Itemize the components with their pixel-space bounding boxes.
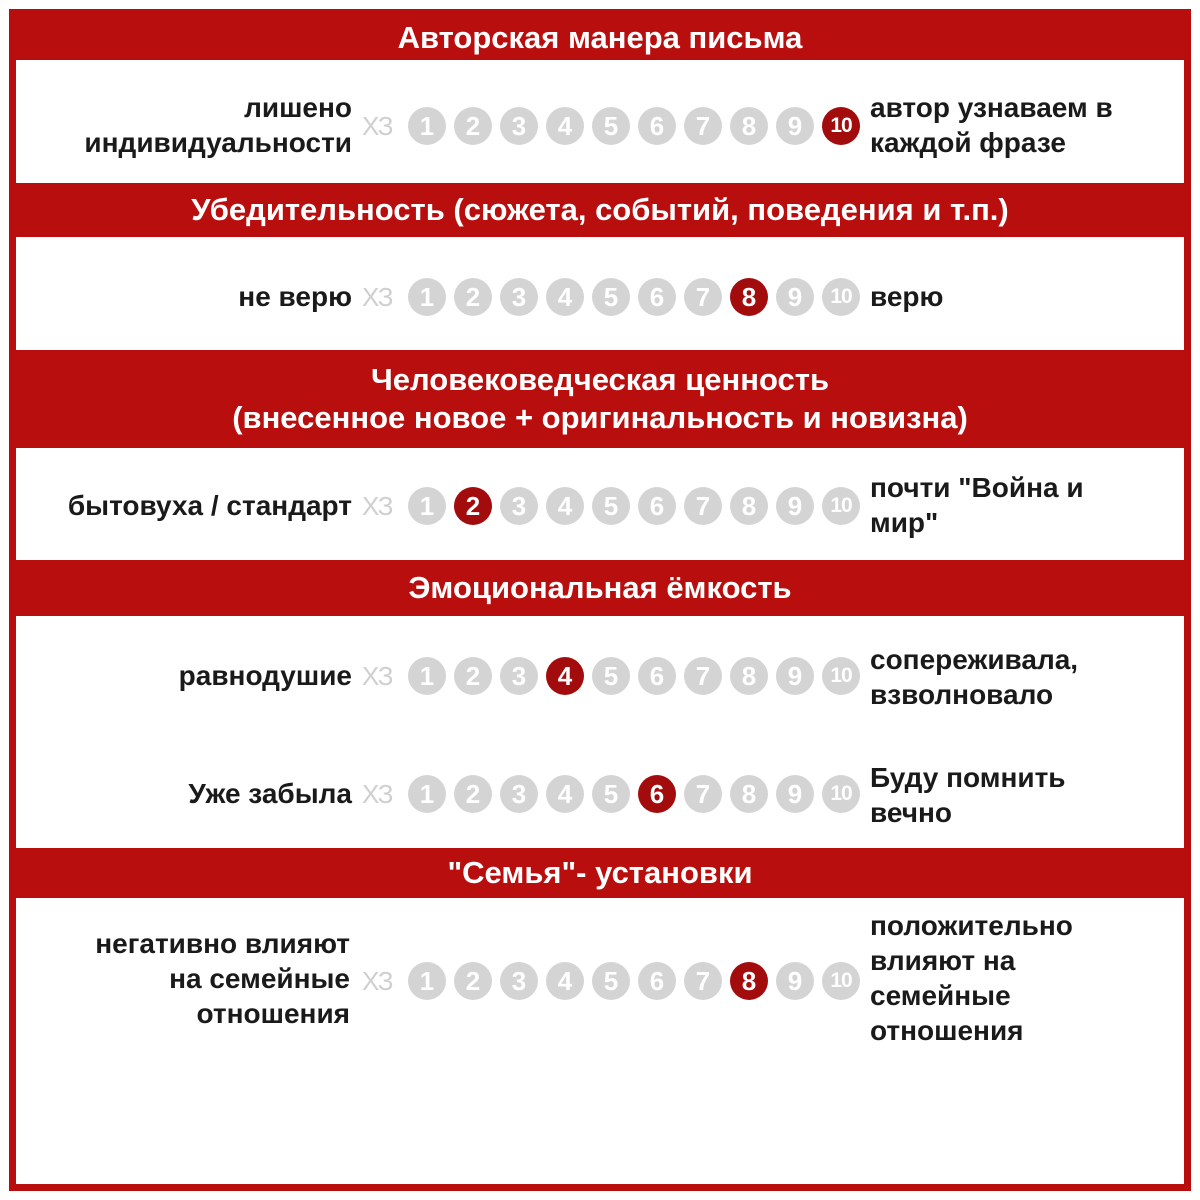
rating-option-8[interactable]: 8 — [730, 775, 768, 813]
section-header-author-style — [16, 16, 1184, 60]
scale-right-label: автор узнаваем в каждой фразе — [870, 92, 1113, 158]
rating-card — [9, 9, 1191, 1191]
dont-know-option[interactable]: ХЗ — [362, 490, 393, 521]
scale-left-label: бытовуха / стандарт — [67, 490, 352, 521]
rating-option-4[interactable]: 4 — [546, 278, 584, 316]
rating-option-5[interactable]: 5 — [592, 657, 630, 695]
rating-option-6[interactable]: 6 — [638, 487, 676, 525]
rating-option-2-selected[interactable]: 2 — [454, 487, 492, 525]
rating-option-3[interactable]: 3 — [500, 775, 538, 813]
rating-option-6[interactable]: 6 — [638, 107, 676, 145]
rating-option-5[interactable]: 5 — [592, 962, 630, 1000]
rating-option-7[interactable]: 7 — [684, 487, 722, 525]
dont-know-option[interactable]: ХЗ — [362, 281, 393, 312]
rating-option-5[interactable]: 5 — [592, 278, 630, 316]
rating-option-3[interactable]: 3 — [500, 278, 538, 316]
rating-option-2[interactable]: 2 — [454, 107, 492, 145]
rating-option-2[interactable]: 2 — [454, 657, 492, 695]
rating-option-10[interactable]: 10 — [822, 657, 860, 695]
rating-scale — [362, 106, 868, 146]
rating-option-10-selected[interactable]: 10 — [822, 107, 860, 145]
rating-option-10[interactable]: 10 — [822, 962, 860, 1000]
rating-option-9[interactable]: 9 — [776, 278, 814, 316]
dont-know-option[interactable]: ХЗ — [362, 660, 393, 691]
rating-option-2[interactable]: 2 — [454, 962, 492, 1000]
rating-option-9[interactable]: 9 — [776, 487, 814, 525]
section-header-emotional — [16, 560, 1184, 616]
rating-option-6-selected[interactable]: 6 — [638, 775, 676, 813]
rating-option-8[interactable]: 8 — [730, 657, 768, 695]
scale-left-label: не верю — [238, 281, 352, 312]
rating-scale — [362, 961, 868, 1001]
scale-left-label: Уже забыла — [188, 778, 352, 809]
rating-option-6[interactable]: 6 — [638, 962, 676, 1000]
section-title-line: Человековедческая ценность — [370, 362, 830, 397]
rating-option-8-selected[interactable]: 8 — [730, 962, 768, 1000]
rating-option-10[interactable]: 10 — [822, 775, 860, 813]
rating-option-4[interactable]: 4 — [546, 962, 584, 1000]
rating-option-3[interactable]: 3 — [500, 657, 538, 695]
rating-option-5[interactable]: 5 — [592, 487, 630, 525]
section-title: Эмоциональная ёмкость — [408, 570, 792, 605]
rating-option-1[interactable]: 1 — [408, 107, 446, 145]
rating-scale — [362, 486, 868, 526]
scale-left-label: негативно влияют на семейные отношения — [95, 928, 350, 1029]
rating-option-1[interactable]: 1 — [408, 962, 446, 1000]
rating-scale — [362, 774, 868, 814]
section-header-family — [16, 848, 1184, 898]
rating-option-2[interactable]: 2 — [454, 278, 492, 316]
rating-option-9[interactable]: 9 — [776, 962, 814, 1000]
scale-right-label: верю — [870, 281, 944, 312]
rating-option-9[interactable]: 9 — [776, 107, 814, 145]
rating-option-3[interactable]: 3 — [500, 107, 538, 145]
section-title-line: (внесенное новое + оригинальность и новизна) — [232, 400, 968, 435]
rating-option-6[interactable]: 6 — [638, 657, 676, 695]
section-header-human-value — [16, 350, 1184, 448]
rating-option-8[interactable]: 8 — [730, 487, 768, 525]
rating-option-6[interactable]: 6 — [638, 278, 676, 316]
rating-option-4[interactable]: 4 — [546, 775, 584, 813]
section-title: Убедительность (сюжета, событий, поведения и т.п.) — [191, 192, 1009, 227]
rating-option-5[interactable]: 5 — [592, 775, 630, 813]
rating-option-7[interactable]: 7 — [684, 775, 722, 813]
scale-left-label: равнодушие — [178, 660, 352, 691]
scale-left-label: лишено индивидуальности — [84, 92, 352, 158]
rating-option-1[interactable]: 1 — [408, 487, 446, 525]
rating-option-3[interactable]: 3 — [500, 962, 538, 1000]
rating-option-10[interactable]: 10 — [822, 487, 860, 525]
scale-right-label: Буду помнить вечно — [870, 762, 1066, 828]
dont-know-option[interactable]: ХЗ — [362, 965, 393, 996]
scale-row-family — [16, 898, 1184, 1178]
rating-option-4-selected[interactable]: 4 — [546, 657, 584, 695]
dont-know-option[interactable]: ХЗ — [362, 110, 393, 141]
rating-scale — [362, 656, 868, 696]
scale-right-label: почти "Война и мир" — [870, 472, 1084, 538]
scale-row-human-value — [16, 448, 1184, 558]
rating-option-9[interactable]: 9 — [776, 657, 814, 695]
scale-right-label: положительно влияют на семейные отношения — [870, 910, 1073, 1046]
rating-scale — [362, 277, 868, 317]
rating-option-8[interactable]: 8 — [730, 107, 768, 145]
rating-option-7[interactable]: 7 — [684, 962, 722, 1000]
rating-option-1[interactable]: 1 — [408, 657, 446, 695]
dont-know-option[interactable]: ХЗ — [362, 778, 393, 809]
rating-option-1[interactable]: 1 — [408, 775, 446, 813]
scale-row-author-style — [16, 68, 1184, 183]
rating-option-8-selected[interactable]: 8 — [730, 278, 768, 316]
rating-option-10[interactable]: 10 — [822, 278, 860, 316]
rating-option-9[interactable]: 9 — [776, 775, 814, 813]
rating-option-2[interactable]: 2 — [454, 775, 492, 813]
scale-right-label: сопереживала, взволновало — [870, 644, 1079, 710]
rating-option-5[interactable]: 5 — [592, 107, 630, 145]
rating-option-7[interactable]: 7 — [684, 657, 722, 695]
scale-row-emotional — [16, 616, 1184, 846]
section-title: Авторская манера письма — [397, 20, 803, 55]
rating-option-3[interactable]: 3 — [500, 487, 538, 525]
scale-row-credibility — [16, 237, 1184, 357]
section-header-credibility — [16, 183, 1184, 237]
rating-option-4[interactable]: 4 — [546, 487, 584, 525]
section-title: "Семья"- установки — [447, 855, 753, 890]
rating-option-1[interactable]: 1 — [408, 278, 446, 316]
rating-option-7[interactable]: 7 — [684, 107, 722, 145]
rating-option-7[interactable]: 7 — [684, 278, 722, 316]
rating-option-4[interactable]: 4 — [546, 107, 584, 145]
